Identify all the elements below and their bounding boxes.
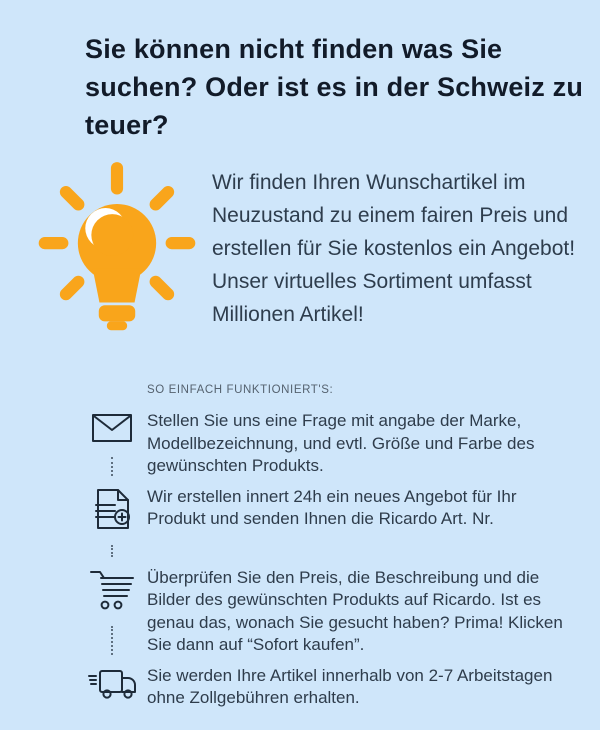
step-text: Stellen Sie uns eine Frage mit angabe der Marke, Modellbezeichnung, und evtl. Größe und Farbe des gewünschten Produkts.	[147, 411, 535, 475]
step-text: Wir erstellen innert 24h ein neues Angebot für Ihr Produkt und senden Ihnen die Ricardo Art. Nr.	[147, 486, 517, 528]
dotted-connector	[111, 626, 113, 655]
shopping-cart-icon	[88, 569, 136, 618]
dotted-connector	[111, 545, 113, 557]
intro-text: Wir finden Ihren Wunschartikel im Neuzustand zu einem fairen Preis und erstellen für Sie kostenlos ein Angebot! Unser virtuelles Sortiment umfasst Millionen Artikel!	[212, 171, 587, 326]
steps-label: SO EINFACH FUNKTIONIERT'S:	[147, 384, 334, 396]
hero-section	[0, 162, 600, 358]
step-text: Sie werden Ihre Artikel innerhalb von 2-7 Arbeitstagen ohne Zollgebühren erhalten.	[147, 665, 553, 707]
dotted-connector	[111, 457, 113, 476]
step-row-review	[77, 567, 600, 657]
step-text: Überprüfen Sie den Preis, die Beschreibung und die Bilder des gewünschten Produkts auf Ricardo. Ist es genau das, wonach Sie gesucht haben? Prima! Klicken Sie dann auf “Sofort kaufen”.	[147, 567, 563, 654]
steps-section	[0, 384, 600, 710]
step-row-delivery	[77, 665, 600, 710]
step-row-contact	[77, 410, 600, 478]
step-row-offer	[77, 486, 600, 559]
envelope-icon	[91, 412, 133, 449]
document-plus-icon	[91, 488, 133, 537]
promo-page	[0, 30, 600, 730]
page-title: Sie können nicht finden was Sie suchen? Oder ist es in der Schweiz zu teuer?	[85, 34, 584, 140]
lightbulb-icon	[36, 162, 198, 358]
